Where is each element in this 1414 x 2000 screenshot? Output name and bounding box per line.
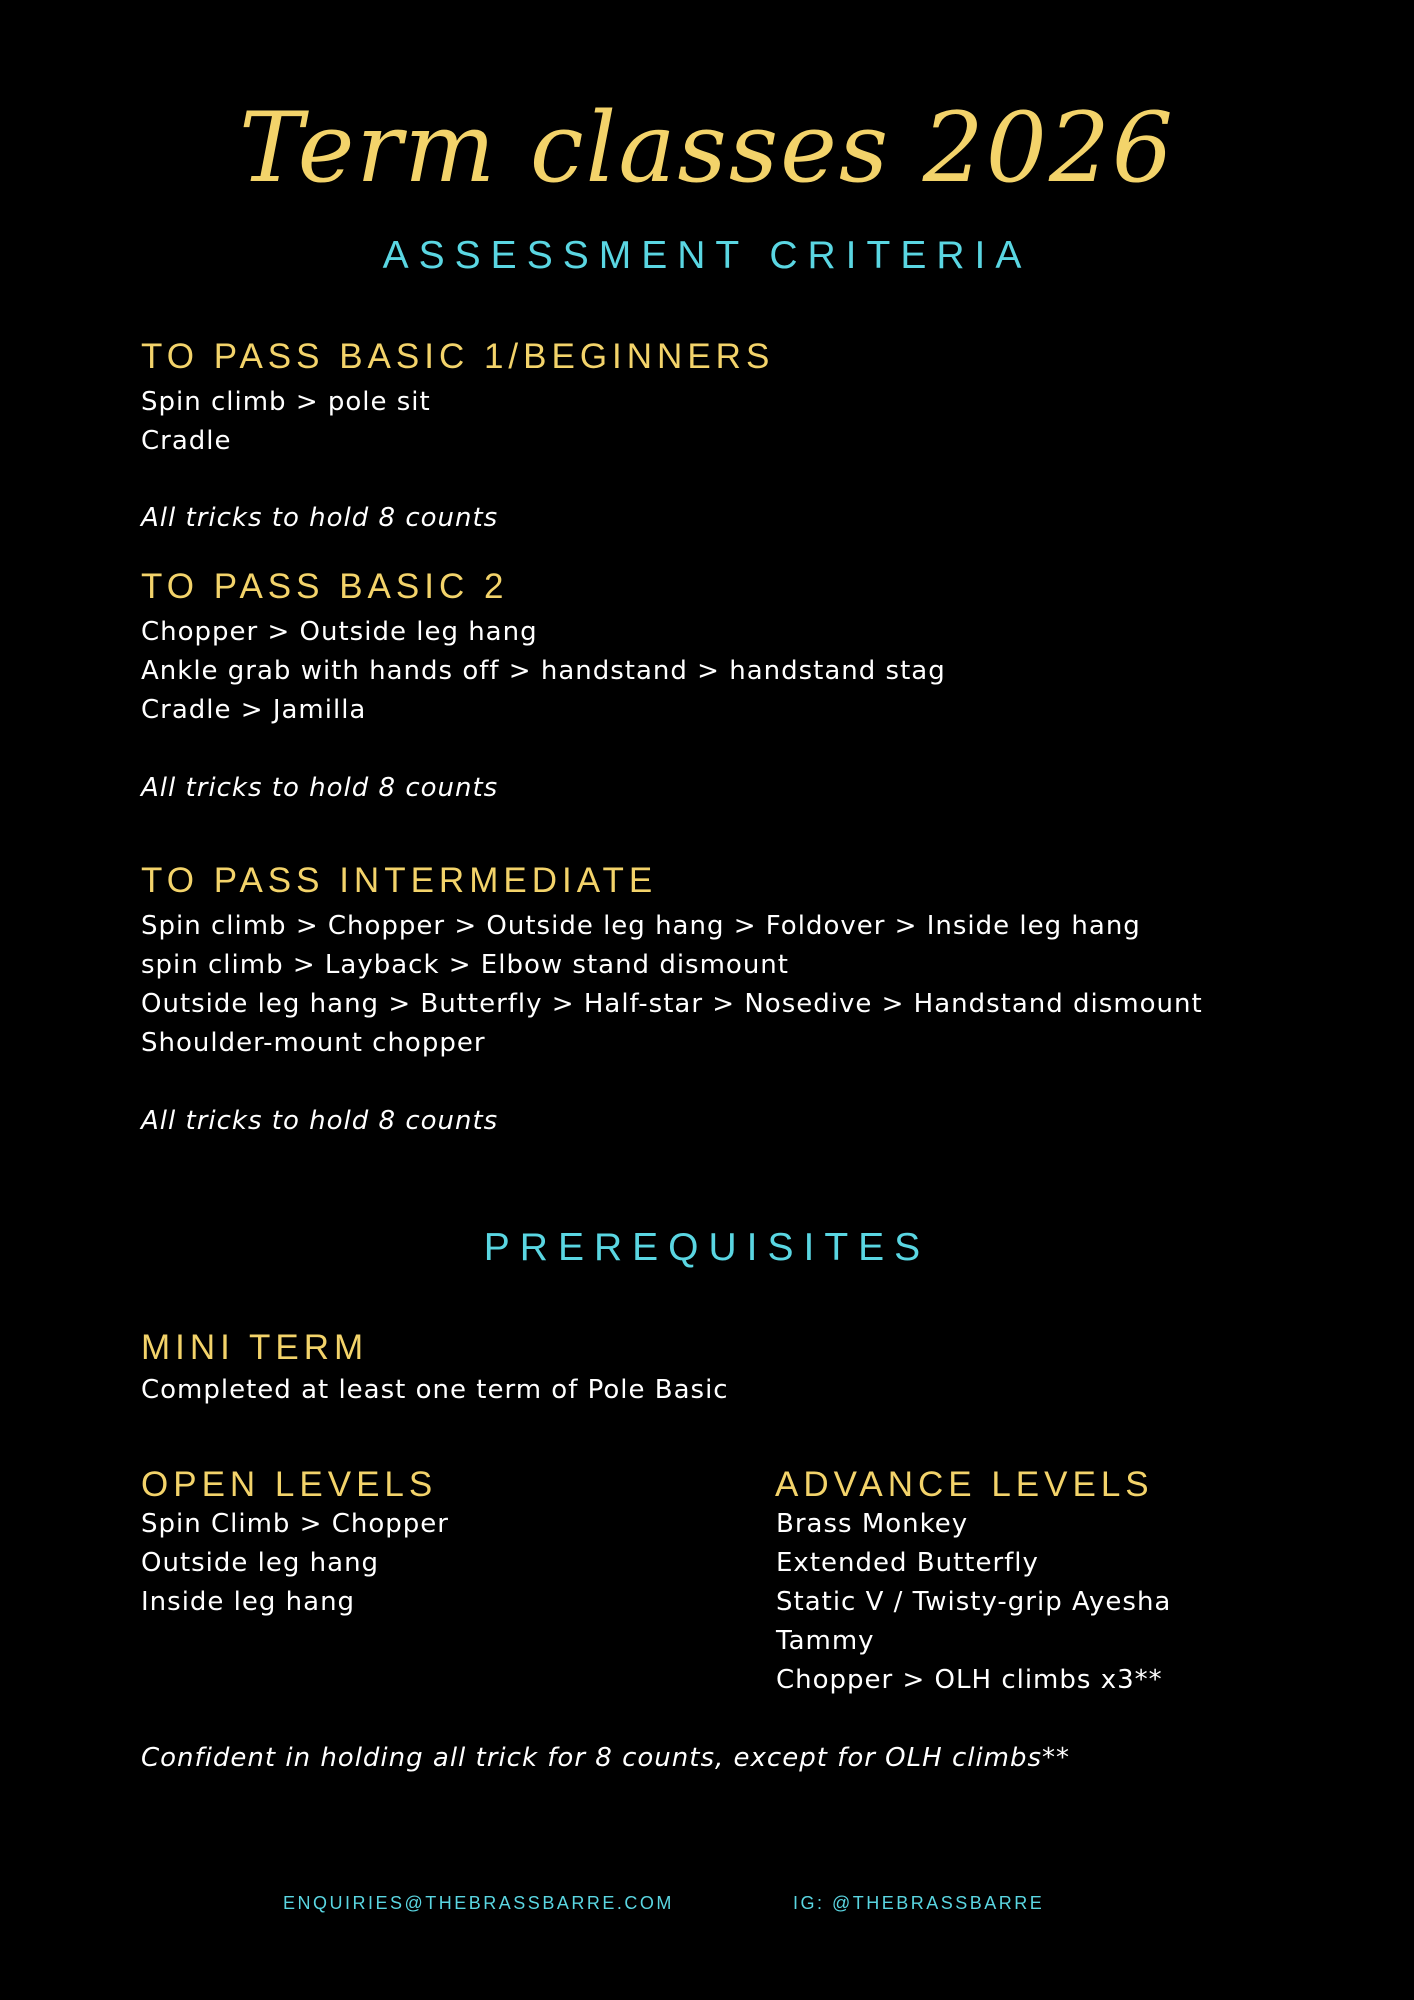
intermediate-note: All tricks to hold 8 counts (141, 1106, 499, 1136)
list-item: Chopper > OLH climbs x3** (776, 1665, 1163, 1695)
list-item: Cradle (141, 426, 232, 456)
open-levels-heading: OPEN LEVELS (141, 1465, 438, 1504)
intermediate-list (141, 907, 1203, 1063)
prerequisites-note: Confident in holding all trick for 8 counts, except for OLH climbs** (141, 1743, 1071, 1773)
mini-term-heading: MINI TERM (141, 1328, 369, 1367)
basic-1-list (141, 383, 431, 461)
list-item: Extended Butterfly (776, 1548, 1039, 1578)
footer-instagram-link[interactable]: IG: @THEBRASSBARRE (793, 1893, 1045, 1913)
list-item: Cradle > Jamilla (141, 695, 367, 725)
open-levels-list (141, 1505, 449, 1622)
list-item: Inside leg hang (141, 1587, 356, 1617)
basic-2-heading: TO PASS BASIC 2 (141, 567, 509, 606)
basic-1-note: All tricks to hold 8 counts (141, 503, 499, 533)
intermediate-heading: TO PASS INTERMEDIATE (141, 861, 658, 900)
basic-2-note: All tricks to hold 8 counts (141, 773, 499, 803)
basic-1-heading: TO PASS BASIC 1/BEGINNERS (141, 337, 775, 376)
list-item: spin climb > Layback > Elbow stand dismount (141, 950, 789, 980)
list-item: Outside leg hang > Butterfly > Half-star > Nosedive > Handstand dismount (141, 989, 1203, 1019)
list-item: Spin Climb > Chopper (141, 1509, 449, 1539)
list-item: Spin climb > Chopper > Outside leg hang > Foldover > Inside leg hang (141, 911, 1141, 941)
list-item: Brass Monkey (776, 1509, 969, 1539)
list-item: Spin climb > pole sit (141, 387, 431, 417)
assessment-criteria-heading: ASSESSMENT CRITERIA (382, 234, 1032, 277)
list-item: Shoulder-mount chopper (141, 1028, 486, 1058)
prerequisites-heading: PREREQUISITES (483, 1226, 931, 1269)
footer-email-link[interactable]: ENQUIRIES@THEBRASSBARRE.COM (283, 1893, 674, 1913)
mini-term-list (141, 1371, 729, 1410)
advance-levels-list (776, 1505, 1171, 1700)
list-item: Tammy (776, 1626, 875, 1656)
list-item: Outside leg hang (141, 1548, 380, 1578)
list-item: Chopper > Outside leg hang (141, 617, 538, 647)
advance-levels-heading: ADVANCE LEVELS (775, 1465, 1154, 1504)
basic-2-list (141, 613, 946, 730)
list-item: Ankle grab with hands off > handstand > handstand stag (141, 656, 946, 686)
list-item: Completed at least one term of Pole Basic (141, 1375, 729, 1405)
list-item: Static V / Twisty-grip Ayesha (776, 1587, 1172, 1617)
page-title: Term classes 2026 (239, 92, 1175, 204)
